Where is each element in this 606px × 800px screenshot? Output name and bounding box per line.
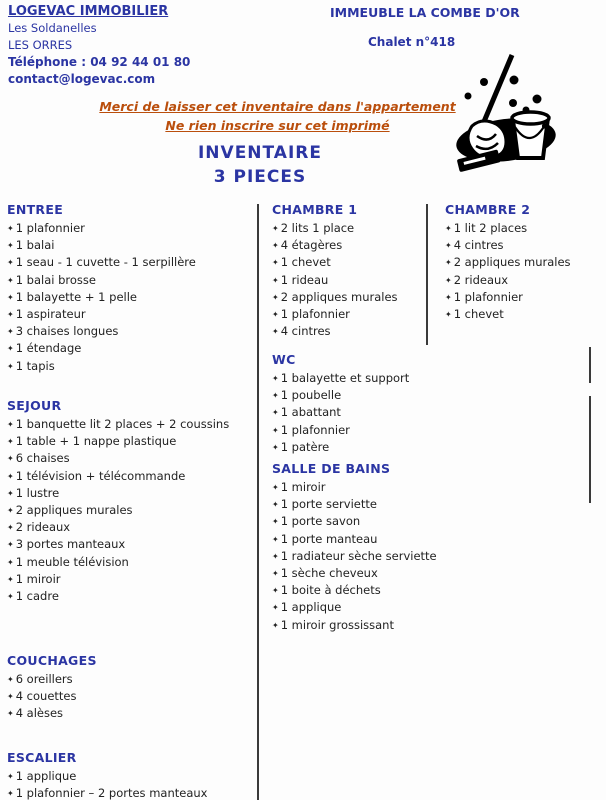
item-text: 1 balai brosse — [15, 272, 96, 287]
item-list — [272, 220, 398, 340]
item-list — [7, 768, 207, 800]
list-item — [7, 254, 196, 271]
bullet-icon: ✦ — [7, 454, 14, 464]
bullet-icon: ✦ — [7, 540, 14, 550]
list-item — [7, 485, 229, 502]
list-item — [272, 422, 409, 439]
item-text: 4 cintres — [453, 238, 504, 253]
bullet-icon: ✦ — [7, 772, 14, 781]
list-item — [272, 404, 409, 421]
item-list — [272, 370, 409, 456]
list-item — [7, 323, 196, 340]
item-text: 1 balayette + 1 pelle — [15, 289, 137, 304]
bullet-icon: ✦ — [272, 569, 279, 579]
section-title-escalier: ESCALIER — [7, 750, 77, 765]
list-item — [7, 768, 207, 785]
bullet-icon: ✦ — [7, 224, 14, 233]
bullet-icon: ✦ — [7, 592, 14, 602]
bullet-icon: ✦ — [7, 488, 14, 498]
section-title-chambre-1: CHAMBRE 1 — [272, 202, 358, 217]
item-text: 1 plafonnier — [280, 307, 350, 322]
bullet-icon: ✦ — [272, 241, 279, 251]
list-item — [7, 785, 207, 800]
item-text: 4 cintres — [280, 324, 331, 339]
section-title-salle-de-bains: SALLE DE BAINS — [272, 461, 391, 476]
bullet-icon: ✦ — [272, 275, 279, 285]
list-item — [272, 496, 437, 513]
section-sejour — [7, 398, 229, 605]
section-chambre-1 — [272, 202, 398, 340]
bullet-icon: ✦ — [7, 420, 14, 429]
item-text: 4 alèses — [15, 706, 64, 721]
bullet-icon: ✦ — [272, 224, 279, 233]
agency-address-line2: LES ORRES — [8, 38, 73, 52]
bullet-icon: ✦ — [272, 620, 279, 630]
item-text: 1 table + 1 nappe plastique — [15, 434, 177, 449]
bullet-icon: ✦ — [7, 292, 14, 302]
item-text: 1 cadre — [15, 589, 59, 604]
list-item — [272, 439, 409, 456]
bullet-icon: ✦ — [272, 310, 279, 320]
list-item — [272, 479, 437, 496]
item-text: 2 lits 1 place — [280, 221, 355, 235]
section-wc — [272, 352, 409, 456]
bullet-icon: ✦ — [272, 292, 279, 302]
list-item — [7, 416, 229, 433]
bullet-icon: ✦ — [272, 425, 279, 435]
item-text: 1 radiateur sèche serviette — [280, 548, 437, 563]
item-text: 1 porte savon — [280, 514, 361, 529]
list-item — [7, 306, 196, 323]
agency-header — [8, 3, 190, 88]
list-item — [272, 513, 437, 530]
bullet-icon: ✦ — [7, 574, 14, 584]
list-item — [7, 519, 229, 536]
bullet-icon: ✦ — [7, 258, 14, 268]
list-item — [272, 220, 398, 237]
item-text: 1 chevet — [453, 307, 504, 322]
item-text: 4 étagères — [280, 238, 343, 253]
list-item — [7, 536, 229, 553]
list-item — [7, 272, 196, 289]
cleaning-mop-bucket-icon — [450, 54, 562, 176]
list-item — [272, 306, 398, 323]
item-text: 1 plafonnier – 2 portes manteaux — [15, 786, 208, 800]
item-text: 1 plafonnier — [280, 422, 350, 437]
list-item — [272, 548, 437, 565]
list-item — [7, 220, 196, 237]
item-text: 1 applique — [280, 600, 342, 615]
item-list — [445, 220, 571, 323]
bullet-icon: ✦ — [272, 258, 279, 268]
item-text: 1 lit 2 places — [453, 221, 528, 235]
item-text: 1 télévision + télécommande — [15, 468, 186, 483]
section-title-chambre-2: CHAMBRE 2 — [445, 202, 531, 217]
list-item — [7, 289, 196, 306]
bullet-icon: ✦ — [272, 534, 279, 544]
item-text: 2 appliques murales — [453, 255, 571, 270]
item-text: 1 meuble télévision — [15, 554, 129, 569]
chalet-number: Chalet n°418 — [368, 35, 456, 49]
item-text: 1 balayette et support — [280, 371, 410, 385]
item-text: 3 chaises longues — [15, 324, 119, 339]
section-escalier — [7, 750, 207, 800]
bullet-icon: ✦ — [272, 442, 279, 452]
item-text: 1 lustre — [15, 485, 60, 500]
page-title-line-2: 3 PIECES — [213, 167, 307, 187]
item-text: 1 balai — [15, 238, 55, 253]
item-list — [7, 671, 97, 723]
list-item — [272, 599, 437, 616]
list-item — [272, 237, 398, 254]
item-text: 1 patère — [280, 439, 330, 454]
list-item — [272, 370, 409, 387]
list-item — [7, 688, 97, 705]
notice-line-1: Merci de laisser cet inventaire dans l'appartement — [99, 99, 456, 114]
list-item — [272, 617, 437, 634]
list-item — [272, 582, 437, 599]
item-text: 1 miroir grossissant — [280, 617, 394, 632]
column-divider-left — [257, 204, 259, 800]
item-text: 6 oreillers — [15, 672, 73, 686]
section-title-entree: ENTREE — [7, 202, 64, 217]
bullet-icon: ✦ — [445, 258, 452, 268]
item-list — [7, 416, 229, 605]
list-item — [272, 289, 398, 306]
item-text: 1 miroir — [280, 480, 326, 494]
list-item — [445, 237, 571, 254]
list-item — [7, 588, 229, 605]
list-item — [7, 554, 229, 571]
item-list — [272, 479, 437, 634]
bullet-icon: ✦ — [272, 408, 279, 418]
list-item — [445, 306, 571, 323]
bullet-icon: ✦ — [7, 275, 14, 285]
right-border-segment-1 — [589, 347, 591, 383]
item-text: 1 chevet — [280, 255, 331, 270]
item-text: 1 aspirateur — [15, 307, 86, 322]
item-text: 2 appliques murales — [280, 289, 398, 304]
bullet-icon: ✦ — [7, 789, 14, 799]
bullet-icon: ✦ — [445, 241, 452, 251]
item-text: 1 seau - 1 cuvette - 1 serpillère — [15, 255, 196, 270]
item-text: 1 boite à déchets — [280, 583, 381, 598]
list-item — [445, 254, 571, 271]
list-item — [272, 323, 398, 340]
bullet-icon: ✦ — [7, 310, 14, 320]
section-salle-de-bains — [272, 461, 437, 634]
bullet-icon: ✦ — [272, 374, 279, 383]
item-text: 2 appliques murales — [15, 503, 133, 518]
item-text: 1 étendage — [15, 341, 82, 356]
item-text: 1 porte serviette — [280, 497, 377, 512]
bullet-icon: ✦ — [7, 241, 14, 251]
bullet-icon: ✦ — [272, 603, 279, 613]
bullet-icon: ✦ — [445, 275, 452, 285]
bullet-icon: ✦ — [272, 517, 279, 527]
bullet-icon: ✦ — [445, 310, 452, 320]
list-item — [7, 571, 229, 588]
agency-phone: Téléphone : 04 92 44 01 80 — [8, 55, 191, 69]
bullet-icon: ✦ — [272, 586, 279, 596]
list-item — [7, 468, 229, 485]
list-item — [7, 705, 97, 722]
bullet-icon: ✦ — [7, 471, 14, 481]
page-title-line-1: INVENTAIRE — [197, 143, 322, 163]
bullet-icon: ✦ — [7, 437, 14, 447]
item-text: 3 portes manteaux — [15, 537, 126, 552]
item-text: 1 tapis — [15, 358, 55, 373]
bullet-icon: ✦ — [445, 292, 452, 302]
column-divider-right — [426, 204, 428, 345]
item-text: 1 miroir — [15, 571, 61, 586]
list-item — [272, 254, 398, 271]
item-text: 1 porte manteau — [280, 531, 378, 546]
bullet-icon: ✦ — [7, 692, 14, 702]
section-title-wc: WC — [272, 352, 296, 367]
bullet-icon: ✦ — [7, 557, 14, 567]
section-title-couchages: COUCHAGES — [7, 653, 97, 668]
list-item — [7, 502, 229, 519]
list-item — [7, 340, 196, 357]
item-text: 1 plafonnier — [15, 221, 85, 235]
list-item — [7, 433, 229, 450]
notice-line-2: Ne rien inscrire sur cet imprimé — [165, 118, 390, 133]
bullet-icon: ✦ — [7, 506, 14, 516]
agency-email: contact@logevac.com — [8, 72, 156, 86]
item-text: 1 poubelle — [280, 388, 342, 403]
item-list — [7, 220, 196, 375]
list-item — [272, 565, 437, 582]
list-item — [7, 358, 196, 375]
mop-handle-icon — [483, 55, 512, 124]
bullet-icon: ✦ — [272, 391, 279, 401]
list-item — [445, 220, 571, 237]
item-text: 1 rideau — [280, 272, 329, 287]
bullet-icon: ✦ — [7, 344, 14, 354]
bullet-icon: ✦ — [7, 709, 14, 719]
section-entree — [7, 202, 196, 375]
item-text: 6 chaises — [15, 451, 70, 466]
list-item — [7, 671, 97, 688]
agency-address-line1: Les Soldanelles — [8, 21, 97, 35]
item-text: 1 banquette lit 2 places + 2 coussins — [15, 417, 230, 431]
bullet-icon: ✦ — [272, 500, 279, 510]
section-chambre-2 — [445, 202, 571, 323]
bullet-icon: ✦ — [7, 361, 14, 371]
item-text: 1 sèche cheveux — [280, 566, 378, 581]
item-text: 1 plafonnier — [453, 289, 523, 304]
right-border-segment-2 — [589, 396, 591, 503]
bullet-icon: ✦ — [7, 523, 14, 533]
bullet-icon: ✦ — [272, 483, 279, 492]
list-item — [272, 272, 398, 289]
item-text: 1 applique — [15, 769, 77, 783]
item-text: 2 rideaux — [453, 272, 509, 287]
bullet-icon: ✦ — [272, 551, 279, 561]
list-item — [445, 289, 571, 306]
building-name: IMMEUBLE LA COMBE D'OR — [330, 5, 520, 20]
item-text: 4 couettes — [15, 689, 77, 704]
bullet-icon: ✦ — [272, 327, 279, 337]
list-item — [7, 450, 229, 467]
section-couchages — [7, 653, 97, 723]
list-item — [7, 237, 196, 254]
bullet-icon: ✦ — [445, 224, 452, 233]
list-item — [445, 272, 571, 289]
page-title — [0, 141, 520, 189]
item-text: 2 rideaux — [15, 520, 71, 535]
bullet-icon: ✦ — [7, 327, 14, 337]
section-title-sejour: SEJOUR — [7, 398, 62, 413]
agency-name: LOGEVAC IMMOBILIER — [8, 4, 169, 19]
list-item — [272, 387, 409, 404]
item-text: 1 abattant — [280, 405, 341, 420]
list-item — [272, 531, 437, 548]
bullet-icon: ✦ — [7, 675, 14, 684]
